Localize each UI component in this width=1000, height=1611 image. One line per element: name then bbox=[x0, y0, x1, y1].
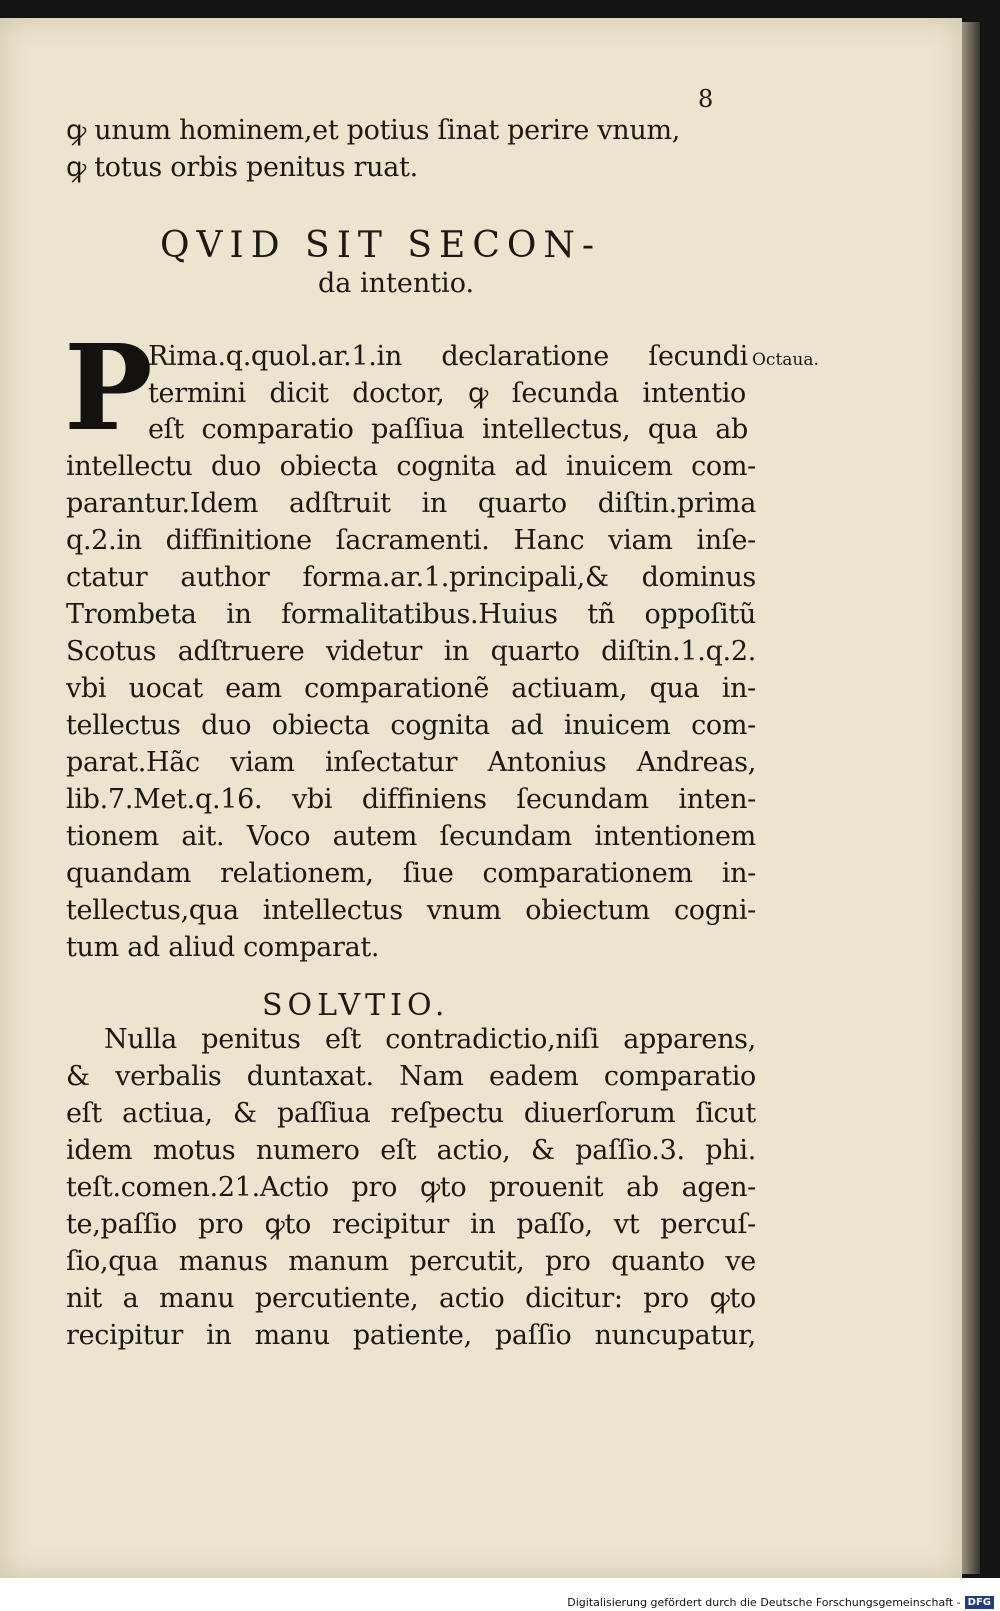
text-line: eſt actiua, & paſſiua reſpectu diuerſorum ſicut bbox=[66, 1098, 756, 1129]
text-line: recipitur in manu patiente, paſſio nuncupatur, bbox=[66, 1320, 756, 1351]
text-line: teſt.comen.21.Actio pro ꝙto prouenit ab agen- bbox=[66, 1172, 756, 1203]
text-line: tionem ait. Voco autem ſecundam intentionem bbox=[66, 821, 756, 852]
text-line: eſt comparatio paſſiua intellectus, qua ab bbox=[148, 414, 748, 445]
text-line: tellectus duo obiecta cognita ad inuicem com- bbox=[66, 710, 756, 741]
section-heading: QVID SIT SECON- bbox=[160, 225, 602, 266]
text-line: tellectus,qua intellectus vnum obiectum cogni- bbox=[66, 895, 756, 926]
text-line: Nulla penitus eſt contradictio,niſi apparens, bbox=[104, 1024, 756, 1055]
text-line: Scotus adſtruere videtur in quarto diſtin.1.q.2. bbox=[66, 636, 756, 667]
text-line: q.2.in diffinitione ſacramenti. Hanc viam inſe- bbox=[66, 525, 756, 556]
text-line: parat.Hãc viam inſectatur Antonius Andreas, bbox=[66, 747, 756, 778]
text-line: termini dicit doctor, ꝙ ſecunda intentio bbox=[148, 378, 746, 409]
text-line: nit a manu percutiente, actio dicitur: pro ꝙto bbox=[66, 1283, 756, 1314]
text-line: intellectu duo obiecta cognita ad inuicem com- bbox=[66, 451, 756, 482]
text-line: lib.7.Met.q.16. vbi diffiniens ſecundam inten- bbox=[66, 784, 756, 815]
credit-text: Digitalisierung gefördert durch die Deutsche Forschungsgemeinschaft - bbox=[567, 1596, 961, 1609]
text-line: ꝙ totus orbis penitus ruat. bbox=[66, 152, 418, 183]
text-line: te,paſſio pro ꝙto recipitur in paſſo, vt percuſ- bbox=[66, 1209, 756, 1240]
drop-cap: P bbox=[64, 318, 153, 457]
text-line: idem motus numero eſt actio, & paſſio.3. phi. bbox=[66, 1135, 756, 1166]
page-number: 8 bbox=[698, 85, 714, 113]
text-line: Rima.q.quol.ar.1.in declaratione ſecundi bbox=[148, 341, 748, 372]
text-line: ſio,qua manus manum percutit, pro quanto ve bbox=[66, 1246, 756, 1277]
page-edge bbox=[962, 22, 980, 1574]
text-line: parantur.Idem adſtruit in quarto diſtin.prima bbox=[66, 488, 756, 519]
text-line: vbi uocat eam comparationẽ actiuam, qua in- bbox=[66, 673, 756, 704]
text-line: quandam relationem, ſiue comparationem in- bbox=[66, 858, 756, 889]
section-subheading: da intentio. bbox=[318, 268, 475, 299]
dfg-logo: DFG bbox=[965, 1596, 994, 1609]
digitization-credit bbox=[567, 1596, 994, 1609]
marginal-note: Octaua. bbox=[752, 350, 819, 370]
text-line: Trombeta in formalitatibus.Huius tñ oppoſitũ bbox=[66, 599, 756, 630]
text-line: & verbalis duntaxat. Nam eadem comparatio bbox=[66, 1061, 756, 1092]
text-line: ctatur author forma.ar.1.principali,& dominus bbox=[66, 562, 756, 593]
text-line: ꝙ unum hominem,et potius ſinat perire vnum, bbox=[66, 115, 681, 146]
text-line: tum ad aliud comparat. bbox=[66, 932, 380, 963]
solutio-heading: SOLVTIO. bbox=[262, 988, 450, 1023]
